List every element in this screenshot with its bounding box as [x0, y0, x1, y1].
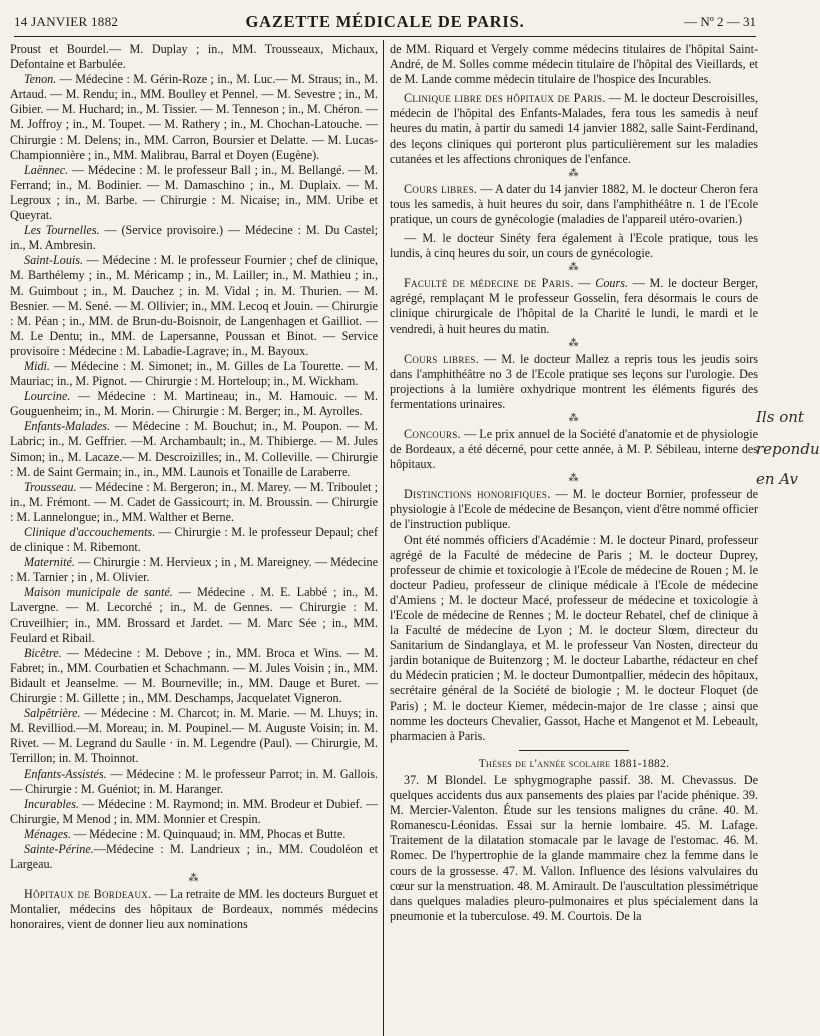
paragraph-text: 37. M Blondel. Le sphygmographe passif. 38. M. Chevassus. De quelques accidents dus aux pansements des plaies par l'acide phénique. 39. M. Mercier-Valenton. Étude sur les tensions malignes du crâne. 40. M. Romanescu-Léonidas. Essai sur la hernie lombaire. 45. M. Lafage. Traitement de la dilatation stomacale par le lavage de l'estomac. 46. M. Romec. De l'hypertrophie de la glande mammaire chez la femme dans le cours de la grossesse. 47. M. Vallon. Influence des lésions valvulaires du cœur sur la menstruation. 48. M. Amirault. De l'auscultation plessimétrique dans quelques maladies pleuro-pulmonaires et plus spécialement dans la pneumonie et la tuberculose. 49. M. Courtois. De la	[390, 772, 758, 923]
paragraph-text: — Médecine : M. Debove ; in., MM. Broca et Wins. — M. Fabret; in., MM. Courbatien et Schachmann. — M. Jules Voisin ; in., MM. Bidault et Jeanselme. — M. Bourneville; in., MM. Dauge et Buret. —Chirurgie : M. Gillette ; in., MM. Deschamps, Jacquelatet Vigneron.	[10, 645, 378, 706]
paragraph-heading: Concours.	[404, 426, 461, 441]
section-ornament: ⁂	[568, 262, 580, 274]
paragraph-text: — Le prix annuel de la Société d'anatomie et de physiologie de Bordeaux, a été décerné, pour cette année, à M. P. Sébileau, interne des hôpitaux.	[390, 426, 758, 472]
paragraph-text: — M. le docteur Sinéty fera également à l'Ecole pratique, tous les lundis, à cinq heures du soir, un cours de gynécologie.	[390, 231, 758, 261]
paragraph	[10, 389, 378, 419]
paragraph-text: — Médecine : M. Bergeron; in., M. Marey. — M. Triboulet ; in., M. Frémont. — M. Cadet de Gassicourt; in. M. Broussin. — Chirurgie : M. Lannelongue; in., MM. Walther et Berne.	[10, 479, 378, 524]
paragraph	[10, 480, 378, 525]
paragraph-text: Proust et Bourdel.— M. Duplay ; in., MM. Trousseaux, Michaux, Defontaine et Barbulée.	[10, 42, 378, 72]
paragraph-text: — La retraite de MM. les docteurs Burguet et Montalier, médecins des hôpitaux de Bordeaux, nommés médecins honoraires, vient de donner lieu aux nominations	[10, 887, 378, 932]
paragraph-text: — Médecine : M. Charcot; in. M. Marie. — M. Lhuys; in. M. Revilliod.—M. Moreau; in. M. Poupinel.— M. Auguste Voisin; in. M. Rivet. — M. Legrand du Saulle · in. M. Legendre (Paul). — Chirurgie, M. Terrillon; in. M. Thoinnot.	[10, 706, 378, 766]
paragraph	[390, 533, 758, 744]
page-header	[14, 12, 756, 34]
paragraph-text: — Chirurgie : M. Hervieux ; in , M. Mareigney. — Médecine : M. Tarnier ; in , M. Olivier.	[10, 555, 378, 585]
paragraph	[10, 555, 378, 585]
paragraph-heading: Clinique libre des hôpitaux de Paris.	[404, 91, 606, 106]
right-column	[390, 42, 758, 924]
section-ornament: ⁂	[568, 337, 580, 349]
handwritten-note-line-3: en Av	[756, 470, 799, 488]
paragraph-heading: Trousseau.	[24, 479, 77, 494]
paragraph	[10, 525, 378, 555]
paragraph-heading: Faculté de médecine de Paris.	[404, 276, 574, 291]
handwritten-note-line-1: Ils ont	[756, 408, 804, 426]
paragraph-text: — Chirurgie : M. le professeur Depaul; chef de clinique : M. Ribemont.	[10, 525, 378, 555]
paragraph	[10, 646, 378, 706]
paragraph	[390, 487, 758, 532]
paragraph-heading: Saint-Louis.	[24, 253, 84, 268]
paragraph-heading: Tenon.	[24, 72, 57, 87]
column-divider	[383, 40, 384, 1036]
paragraph-heading: Lourcine.	[24, 389, 71, 404]
paragraph-text: — M. le docteur Berger, agrégé, remplaçant M le professeur Gosselin, fera désormais le cours de clinique chirurgicale de l'hôpital de la Charité le lundi, le mardi et le vendredi, à huit heures du matin.	[390, 276, 758, 336]
paragraph	[10, 359, 378, 389]
paragraph	[10, 223, 378, 253]
paragraph	[390, 352, 758, 412]
paragraph-text: — Médecine : M. le professeur Parrot; in. M. Gallois.— Chirurgie : M. Guéniot; in. M. Haranger.	[10, 766, 378, 796]
paragraph-text: — (Service provisoire.) — Médecine : M. Du Castel; in., M. Ambresin.	[10, 223, 378, 253]
paragraph	[390, 182, 758, 227]
paragraph-text: — Médecine : M. le professeur Fournier ; chef de clinique, M. Barthélemy ; in., M. Méricamp ; in., M. Lailler; in., M. Mathieu ; in., M. Guimbout ; in., M. Dauchez ; in. M. Vidal ; in. M. Thurien. — M. Besnier. — M. Sené. — M. Ollivier; in., MM. Lecoq et Jouin. — Chirurgie : M. Péan ; in., MM. de Brun-du-Boisnoir, de Langenhagen et Gailliot. — M. Le Dentu; in., MM. de Lapersanne, Poussan et Binot. — Service provisoire : Médecine : M. Labadie-Lagrave; in., M. Bayoux.	[10, 253, 378, 358]
journal-title: GAZETTE MÉDICALE DE PARIS.	[245, 12, 525, 31]
paragraph-heading: Maison municipale de santé.	[24, 585, 173, 600]
paragraph-text: — M. le docteur Descroisilles, médecin de l'hôpital des Enfants-Malades, fera tous les samedis à neuf heures du matin, à partir du samedi 14 janvier 1882, salle Saint-Ferdinand, des leçons cliniques qui porteront plus particulièrement sur les maladies cutanées et les affections chroniques de l'enfance.	[390, 91, 758, 166]
left-column	[10, 42, 378, 932]
paragraph-text: — Médecine : M. Raymond; in. MM. Brodeur et Dubief. — Chirurgie, M Menod ; in. MM. Monnier et Crespin.	[10, 796, 378, 826]
paragraph-heading: Bicêtre.	[24, 645, 62, 660]
section-ornament: ⁂	[568, 412, 580, 424]
paragraph	[10, 706, 378, 766]
paragraph-text: de MM. Riquard et Vergely comme médecins titulaires de l'hôpital Saint-André, de M. Solles comme médecin titulaire de l'hôpital des Vieillards, et de M. Lande comme médecin titulaire de l'hospice des Incurables.	[390, 42, 758, 87]
paragraph-heading: Enfants-Malades.	[24, 419, 110, 434]
theses-heading: Thèses de l'année scolaire 1881-1882.	[478, 757, 670, 770]
paragraph-heading: Distinctions honorifiques.	[404, 487, 551, 502]
paragraph-heading: Maternité.	[24, 555, 75, 570]
paragraph-text: —	[573, 276, 596, 291]
paragraph-text: — Médecine : M. Quinquaud; in. MM, Phocas et Butte.	[70, 826, 346, 841]
paragraph	[10, 767, 378, 797]
paragraph	[390, 276, 758, 336]
paragraph	[390, 773, 758, 924]
paragraph-text: — Médecine : M. Bouchut; in., M. Poupon. — M. Labric; in., M. Geffrier. —M. Archambault; in., M. Thibierge. — M. Jules Simon; in., M. Lacaze.— M. Descroizilles; in., M. Colleville. — Chirurgie : M. de Saint Germain; in., in., MM. Launois et Tonaille de Laraberre.	[10, 419, 378, 479]
handwritten-note-line-2: repondu	[756, 440, 820, 458]
paragraph	[10, 585, 378, 645]
section-rule	[519, 750, 629, 751]
paragraph	[10, 887, 378, 932]
paragraph-heading: Enfants-Assistés.	[24, 766, 107, 781]
section-ornament: ⁂	[568, 473, 580, 485]
paragraph-text: —Médecine : M. Landrieux ; in., MM. Coudoléon et Largeau.	[10, 841, 378, 872]
paragraph	[390, 91, 758, 166]
paragraph-heading: Sainte-Périne.	[24, 841, 94, 856]
paragraph-text: — Médecine : M. Simonet; in., M. Gilles de La Tourette. — M. Mauriac; in., M. Pignot. — Chirurgie : M. Horteloup; in., M. Wickham.	[10, 358, 378, 389]
paragraph-text: — Médecine : M. Gérin-Roze ; in., M. Luc.— M. Straus; in., M. Artaud. — M. Rendu; in., MM. Boulley et Pennel. — M. Sevestre ; in., M. Gibier. — M. Huchard; in., M. Tissier. — M. Tenneson ; in., M. Chéron. — M. Joffroy ; in., M. Toupet. — M. Rathery ; in., M. Chochan-Latouche. —Chirurgie : M. Delens; in., MM. Carron, Boursier et Delatte. — M. Lucas-Championnière ; in., MM. Malibrau, Barral et Doyen (Eugène).	[10, 72, 378, 162]
paragraph-heading: Midi.	[24, 358, 50, 373]
paragraph	[390, 231, 758, 261]
paragraph-heading: Les Tournelles.	[24, 223, 100, 238]
paragraph	[10, 827, 378, 842]
paragraph-heading: Laënnec.	[24, 162, 69, 177]
paragraph	[10, 253, 378, 359]
paragraph-text: — Médecine . M. E. Labbé ; in., M. Lavergne. — M. Lecorché ; in., M. de Gennes. — Chirurgie : M. Cruveilhier; in., MM. Brossard et Jardet. — M. Marc Sée ; in., MM. Feulard et Ribail.	[10, 585, 379, 645]
paragraph-heading: Hôpitaux de Bordeaux.	[24, 887, 152, 902]
paragraph-text: — Médecine : M. le professeur Ball ; in., M. Bellangé. — M. Ferrand; in., M. Bodinier. — M. Damaschino ; in., M. Duplaix. — M. Legroux ; in., M. Barbe. — Chirurgie : M. Nicaise; in., MM. Uribe et Queyrat.	[10, 162, 378, 223]
paragraph-text: — A dater du 14 janvier 1882, M. le docteur Cheron fera tous les samedis, à huit heures du soir, dans l'amphithéâtre n. 1 de l'Ecole pratique, un cours de gynécologie (maladies de l'appareil utéro-ovarien.)	[390, 181, 758, 226]
paragraph-text: Ont été nommés officiers d'Académie : M. le docteur Pinard, professeur agrégé de la Faculté de médecine de Paris ; M. le docteur Duprey, professeur de chimie et toxicologie à l'Ecole de médecine de Rouen ; M. le docteur Padieu, professeur de clinique médicale à l'Ecole de médecine d'Amiens ; M. le docteur Macé, professeur de médecine et toxicologie à l'Ecole de médecine de Rennes ; M. le docteur Rebatel, chef de clinique à la Faculté de médecine de Lyon ; M. le docteur Slœm, directeur du Sanitarium de Sindanglaya, et M. le professeur Van Nosten, directeur du jardin botanique de Buitenzorg ; M. le docteur Labarthe, rédacteur en chef du Médecin praticien ; M. le docteur Dumontpallier, médecin des hôpitaux, secrétaire général de la Société de biologie ; M. le docteur Floquet (de Paris) ; M. le docteur Kiemer, médecin-major de 1re classe ; ainsi que nomme les docteurs Chevalier, Gassot, Hache et Mangenot et M. Lebeault, pharmacien à Paris.	[390, 532, 758, 743]
paragraph	[10, 163, 378, 223]
paragraph-text: — M. le docteur Bornier, professeur de physiologie à l'Ecole de médecine de Besançon, vient d'être nommé officier de l'instruction publique.	[390, 487, 759, 532]
header-rule	[14, 36, 756, 37]
paragraph	[10, 72, 378, 163]
paragraph-text: — M. le docteur Mallez a repris tous les jeudis soirs dans l'amphithéâtre no 3 de l'Ecole pratique ses leçons sur l'urologie. Des projections à la lumière oxhydrique montrent les éléments figurés des fermentations urinaires.	[390, 351, 758, 411]
section-ornament: ⁂	[188, 873, 200, 885]
paragraph	[390, 42, 758, 87]
issue-date: 14 JANVIER 1882	[14, 14, 119, 29]
paragraph-heading: Ménages.	[24, 826, 71, 841]
paragraph-heading: Salpêtrière.	[24, 706, 81, 721]
paragraph	[10, 797, 378, 827]
paragraph-text: — Médecine : M. Martineau; in., M. Hamouic. — M. Gouguenheim; in., M. Morin. — Chirurgie : M. Berger; in., M. Ayrolles.	[10, 389, 378, 419]
paragraph-heading: Incurables.	[24, 796, 79, 811]
paragraph	[10, 42, 378, 72]
section-ornament: ⁂	[568, 167, 580, 179]
paragraph	[10, 419, 378, 479]
paragraph-heading: Cours libres.	[404, 181, 478, 196]
page-number: — Nº 2 — 31	[684, 14, 756, 29]
paragraph-heading: Clinique d'accouchements.	[24, 525, 156, 539]
paragraph	[10, 842, 378, 872]
paragraph-heading: Cours libres.	[404, 351, 480, 366]
paragraph	[390, 427, 758, 472]
paragraph-subheading: Cours.	[595, 276, 628, 291]
